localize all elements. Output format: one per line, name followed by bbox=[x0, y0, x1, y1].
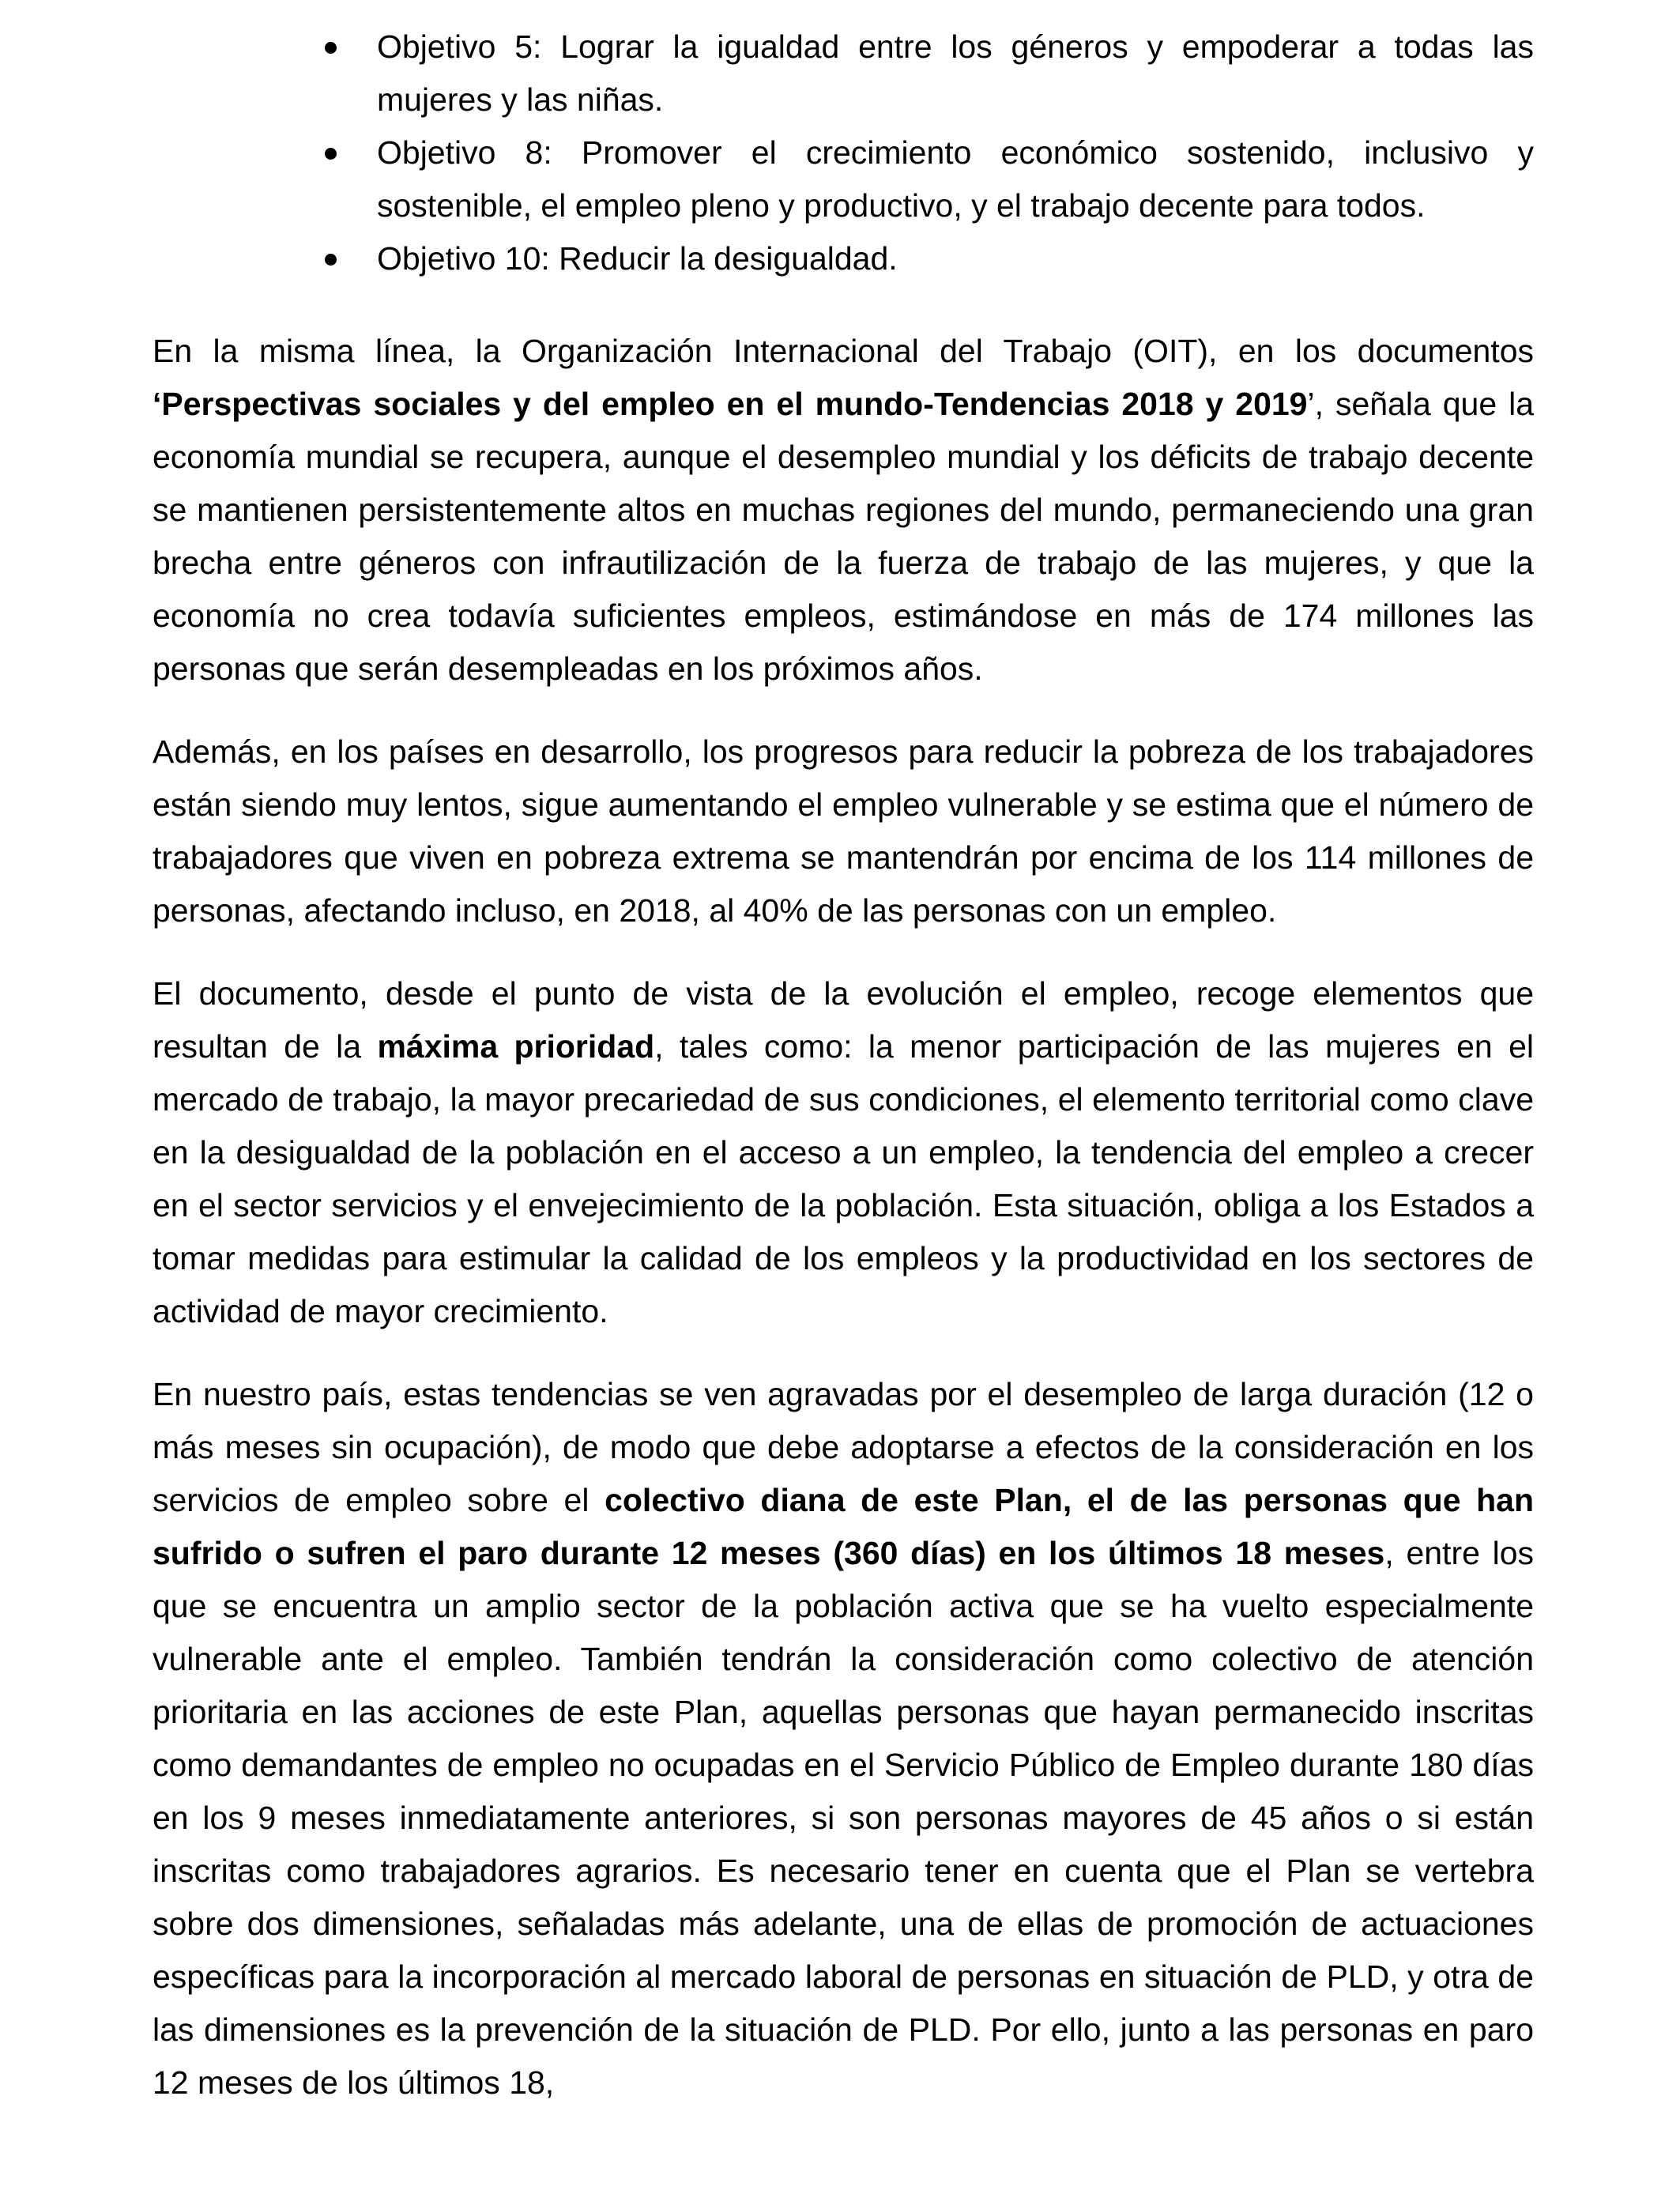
paragraph-oit bbox=[153, 325, 1534, 696]
paragraph-developing-countries bbox=[153, 726, 1534, 937]
list-item bbox=[153, 126, 1534, 232]
paragraph-text: , entre los que se encuentra un amplio sector de la población activa que se ha vuelto especialmente vulnerable ante el empleo. También tendrán la consideración como colectivo de atención prioritaria en las acciones de este Plan, aquellas personas que hayan permanecido inscritas como demandantes de empleo no ocupadas en el Servicio Público de Empleo durante 180 días en los 9 meses inmediatamente anteriores, si son personas mayores de 45 años o si están inscritas como trabajadores agrarios. Es necesario tener en cuenta que el Plan se vertebra sobre dos dimensiones, señaladas más adelante, una de ellas de promoción de actuaciones específicas para la incorporación al mercado laboral de personas en situación de PLD, y otra de las dimensiones es la prevención de la situación de PLD. Por ello, junto a las personas en paro 12 meses de los últimos 18, bbox=[153, 1535, 1534, 2101]
bullet-icon bbox=[325, 148, 337, 160]
paragraph-text: En nuestro país, estas tendencias se ven agravadas por el desempleo de larga duración (12 o más meses sin ocupación), de modo que debe adoptarse a efectos de la consideración en los servicios de empleo sobre el bbox=[153, 1376, 1534, 1518]
priority-bold: máxima prioridad bbox=[377, 1028, 655, 1065]
document-content bbox=[153, 21, 1534, 2109]
objective-5-text: Objetivo 5: Lograr la igualdad entre los géneros y empoderar a todas las mujeres y las niñas. bbox=[377, 28, 1534, 118]
bullet-icon bbox=[325, 42, 337, 54]
paragraph-text: ’, señala que la economía mundial se recupera, aunque el desempleo mundial y los déficits de trabajo decente se mantienen persistentemente altos en muchas regiones del mundo, permaneciendo una gran brecha entre géneros con infrautilización de la fuerza de trabajo de las mujeres, y que la economía no crea todavía suficientes empleos, estimándose en más de 174 millones las personas que serán desempleadas en los próximos años. bbox=[153, 386, 1534, 687]
objective-10-text: Objetivo 10: Reducir la desigualdad. bbox=[377, 240, 898, 277]
paragraph-priorities bbox=[153, 967, 1534, 1338]
bullet-icon bbox=[325, 254, 337, 266]
target-group-bold: colectivo diana de este Plan, el de las personas que han sufrido o sufren el paro durante 12 meses (360 días) en los últimos 18 meses bbox=[153, 1482, 1534, 1571]
objectives-list bbox=[153, 21, 1534, 285]
objective-8-text: Objetivo 8: Promover el crecimiento económico sostenido, inclusivo y sostenible, el empleo pleno y productivo, y el trabajo decente para todos. bbox=[377, 134, 1534, 224]
paragraph-text: En la misma línea, la Organización Internacional del Trabajo (OIT), en los documentos bbox=[153, 333, 1534, 369]
paragraph-text: Además, en los países en desarrollo, los progresos para reducir la pobreza de los trabajadores están siendo muy lentos, sigue aumentando el empleo vulnerable y se estima que el número de trabajadores que viven en pobreza extrema se mantendrán por encima de los 114 millones de personas, afectando incluso, en 2018, al 40% de las personas con un empleo. bbox=[153, 733, 1534, 929]
paragraph-text: , tales como: la menor participación de las mujeres en el mercado de trabajo, la mayor precariedad de sus condiciones, el elemento territorial como clave en la desigualdad de la población en el acceso a un empleo, la tendencia del empleo a crecer en el sector servicios y el envejecimiento de la población. Esta situación, obliga a los Estados a tomar medidas para estimular la calidad de los empleos y la productividad en los sectores de actividad de mayor crecimiento. bbox=[153, 1028, 1534, 1329]
list-item bbox=[153, 21, 1534, 126]
paragraph-text: El documento, desde el punto de vista de la evolución el empleo, recoge elementos que resultan de la bbox=[153, 975, 1534, 1065]
list-item bbox=[153, 232, 1534, 285]
paragraph-target-group bbox=[153, 1368, 1534, 2109]
document-title-bold: ‘Perspectivas sociales y del empleo en el mundo-Tendencias 2018 y 2019 bbox=[153, 386, 1308, 422]
